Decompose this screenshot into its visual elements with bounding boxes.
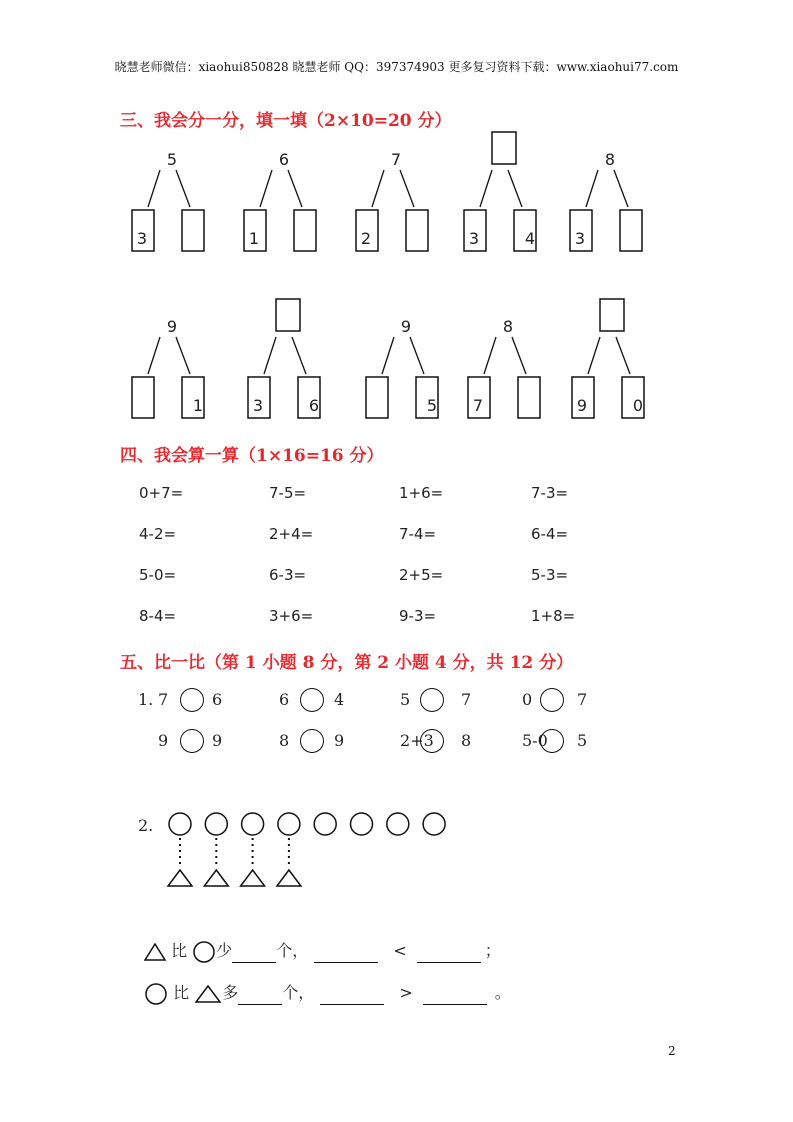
bond-right-branch: [176, 337, 190, 374]
circle-icon: [351, 813, 373, 835]
bond-left-number: 3: [136, 229, 148, 248]
bond-left-number: 1: [248, 229, 260, 248]
equation: 6-3=: [269, 566, 307, 584]
blank-right-2[interactable]: [423, 988, 487, 1005]
bond-right-branch: [508, 170, 522, 207]
bond-right-box[interactable]: [518, 377, 540, 418]
compare-right-value: 5: [577, 731, 588, 750]
circle-icon: [205, 813, 227, 835]
triangle-icon: [204, 870, 228, 886]
triangle-icon: [168, 870, 192, 886]
number-bond-10: [572, 299, 644, 418]
page-number: 2: [668, 1044, 676, 1058]
blank-count-1[interactable]: [232, 946, 276, 963]
bond-top-number: 8: [604, 150, 616, 169]
bond-right-branch: [410, 337, 424, 374]
word-ge: 个，: [276, 941, 309, 960]
equation: 0+7=: [139, 484, 184, 502]
bond-right-branch: [176, 170, 190, 207]
bond-top-number: 5: [166, 150, 178, 169]
compare-left-value: 8: [279, 731, 290, 750]
compare-circle-blank[interactable]: [420, 688, 444, 712]
number-bond-trees: [0, 0, 793, 440]
number-bond-6: [132, 317, 204, 418]
end-mark-1: ；: [484, 941, 501, 960]
compare-circle-blank[interactable]: [420, 729, 444, 753]
circle-icon: [387, 813, 409, 835]
bond-right-branch: [616, 337, 630, 374]
equation: 8-4=: [139, 607, 177, 625]
bond-right-branch: [400, 170, 414, 207]
equation: 1+6=: [399, 484, 444, 502]
bond-left-box[interactable]: [132, 377, 154, 418]
section3-title: 三、我会分一分，填一填（2×10=20 分）: [120, 111, 452, 131]
compare-circle-blank[interactable]: [300, 688, 324, 712]
bond-right-box[interactable]: [620, 210, 642, 251]
bond-left-box[interactable]: [366, 377, 388, 418]
circle-icon: [192, 941, 216, 963]
bond-top-number: 9: [166, 317, 178, 336]
bond-left-branch: [148, 170, 160, 207]
q1-label: 1.: [138, 690, 154, 709]
bond-right-number: 1: [192, 396, 204, 415]
q2-label: 2.: [138, 816, 154, 835]
compare-circle-blank[interactable]: [180, 688, 204, 712]
blank-right-1[interactable]: [417, 946, 481, 963]
compare-left-value: 9: [158, 731, 169, 750]
fill-line-1: [144, 938, 744, 963]
triangle-icon: [277, 870, 301, 886]
compare-right-value: 7: [461, 690, 472, 709]
end-mark-2: 。: [494, 983, 511, 1002]
word-ge: 个，: [282, 983, 315, 1002]
compare-left-value: 6: [279, 690, 290, 709]
compare-left-value: 5-0: [522, 731, 548, 750]
less-than-sign: <: [393, 941, 407, 960]
equation: 9-3=: [399, 607, 437, 625]
compare-left-value: 7: [158, 690, 169, 709]
equation: 1+8=: [531, 607, 576, 625]
bond-top-box[interactable]: [600, 299, 624, 331]
bond-left-branch: [382, 337, 394, 374]
bond-right-number: 4: [524, 229, 536, 248]
bond-top-number: 9: [400, 317, 412, 336]
compare-right-value: 6: [212, 690, 223, 709]
section5-title: 五、比一比（第 1 小题 8 分，第 2 小题 4 分，共 12 分）: [120, 653, 574, 673]
compare-circle-blank[interactable]: [540, 729, 564, 753]
bond-top-number: 8: [502, 317, 514, 336]
bond-left-branch: [260, 170, 272, 207]
bond-left-branch: [588, 337, 600, 374]
equation: 2+4=: [269, 525, 314, 543]
bond-left-branch: [484, 337, 496, 374]
bond-top-number: 6: [278, 150, 290, 169]
bond-left-number: 2: [360, 229, 372, 248]
equation: 7-4=: [399, 525, 437, 543]
compare-right-value: 4: [334, 690, 345, 709]
page-header: 晓慧老师微信：xiaohui850828 晓慧老师 QQ：397374903 更多复习资料下载：www.xiaohui77.com: [114, 60, 679, 74]
number-bond-1: [132, 150, 204, 251]
number-bond-8: [366, 317, 438, 418]
equation: 5-3=: [531, 566, 569, 584]
circle-icon: [423, 813, 445, 835]
bond-left-number: 3: [468, 229, 480, 248]
compare-circle-blank[interactable]: [540, 688, 564, 712]
bond-left-number: 3: [252, 396, 264, 415]
bond-left-number: 3: [574, 229, 586, 248]
equation: 7-5=: [269, 484, 307, 502]
compare-circle-blank[interactable]: [180, 729, 204, 753]
compare-left-value: 2+3: [400, 731, 434, 750]
equation: 5-0=: [139, 566, 177, 584]
number-bond-5: [570, 150, 642, 251]
bond-right-branch: [512, 337, 526, 374]
word-shao: 少: [216, 941, 233, 960]
blank-left-1[interactable]: [314, 946, 378, 963]
triangle-icon: [144, 943, 166, 961]
bond-right-branch: [288, 170, 302, 207]
compare-circle-blank[interactable]: [300, 729, 324, 753]
word-bi: 比: [171, 941, 188, 960]
word-bi: 比: [173, 983, 190, 1002]
word-duo: 多: [222, 983, 239, 1002]
number-bond-9: [468, 317, 540, 418]
circle-icon: [169, 813, 191, 835]
equation: 6-4=: [531, 525, 569, 543]
fill-line-2: [144, 980, 744, 1005]
blank-count-2[interactable]: [238, 988, 282, 1005]
bond-left-branch: [586, 170, 598, 207]
circle-icon: [144, 983, 168, 1005]
triangle-icon: [241, 870, 265, 886]
section4-title: 四、我会算一算（1×16=16 分）: [120, 446, 384, 466]
equation: 7-3=: [531, 484, 569, 502]
number-bond-2: [244, 150, 316, 251]
bond-right-branch: [614, 170, 628, 207]
bond-right-number: 6: [308, 396, 320, 415]
bond-right-box[interactable]: [406, 210, 428, 251]
compare-right-value: 7: [577, 690, 588, 709]
bond-top-number: 7: [390, 150, 402, 169]
number-bond-3: [356, 150, 428, 251]
blank-left-2[interactable]: [320, 988, 384, 1005]
compare-left-value: 0: [522, 690, 533, 709]
bond-right-branch: [292, 337, 306, 374]
bond-left-number: 9: [576, 396, 588, 415]
number-bond-4: [464, 132, 536, 251]
bond-top-box[interactable]: [276, 299, 300, 331]
circle-icon: [314, 813, 336, 835]
bond-right-number: 0: [632, 396, 644, 415]
number-bond-7: [248, 299, 320, 418]
equation: 2+5=: [399, 566, 444, 584]
circle-icon: [278, 813, 300, 835]
greater-than-sign: >: [399, 983, 413, 1002]
bond-right-box[interactable]: [182, 210, 204, 251]
bond-left-number: 7: [472, 396, 484, 415]
equation: 3+6=: [269, 607, 314, 625]
compare-left-value: 5: [400, 690, 411, 709]
bond-left-branch: [480, 170, 492, 207]
compare-right-value: 9: [334, 731, 345, 750]
equation: 4-2=: [139, 525, 177, 543]
bond-left-branch: [264, 337, 276, 374]
bond-left-branch: [148, 337, 160, 374]
compare-right-value: 8: [461, 731, 472, 750]
circle-icon: [242, 813, 264, 835]
bond-left-branch: [372, 170, 384, 207]
triangle-icon: [194, 985, 222, 1003]
bond-right-box[interactable]: [294, 210, 316, 251]
bond-top-box[interactable]: [492, 132, 516, 164]
bond-right-number: 5: [426, 396, 438, 415]
compare-right-value: 9: [212, 731, 223, 750]
